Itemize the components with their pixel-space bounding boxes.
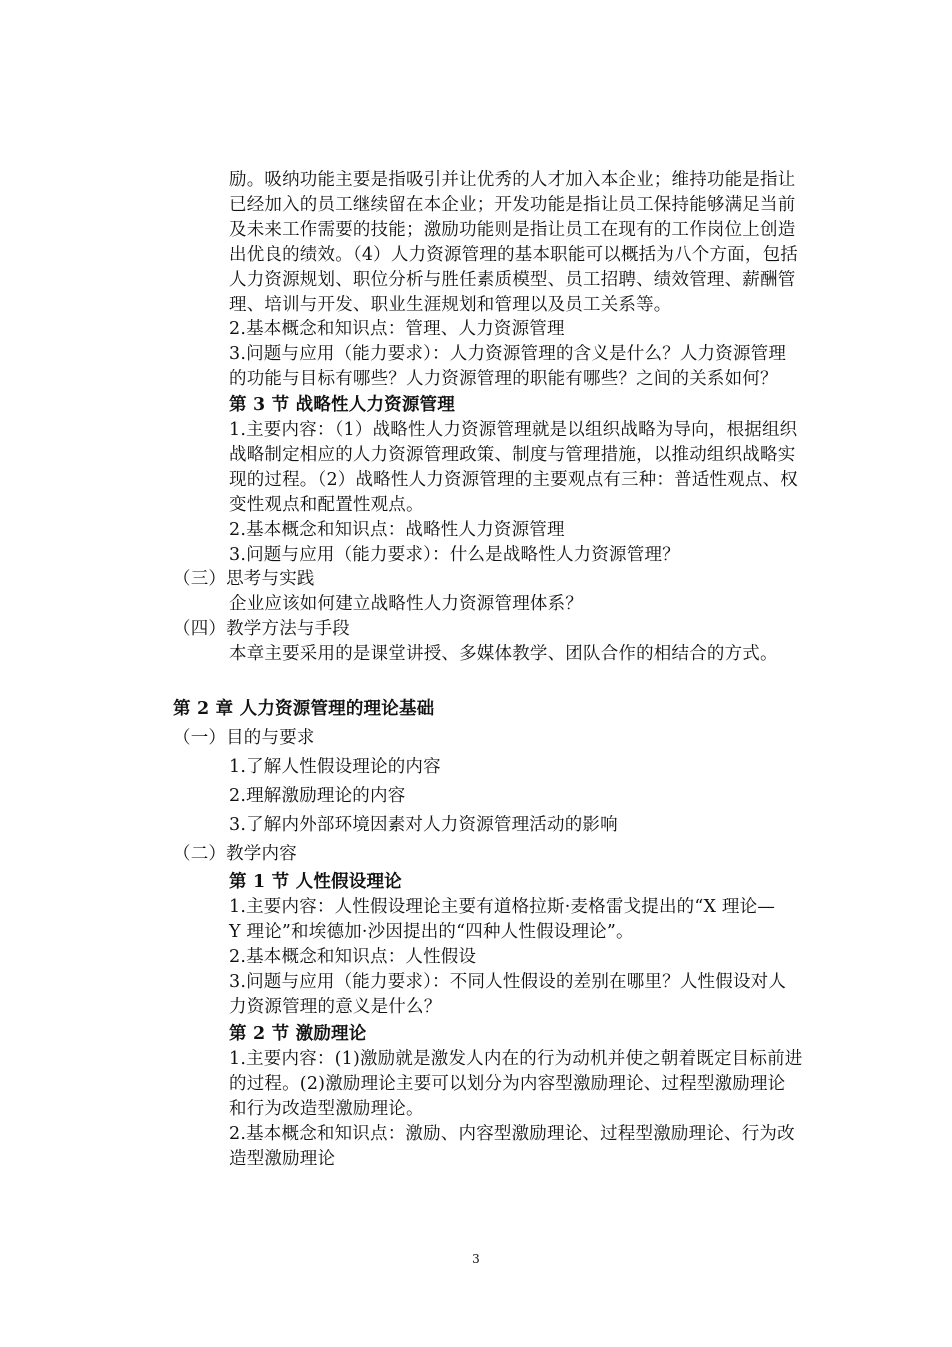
subsection-heading: （四）教学方法与手段 xyxy=(173,619,350,639)
question-line: 的功能与目标有哪些？人力资源管理的职能有哪些？之间的关系如何？ xyxy=(229,369,778,389)
question-line: 3.问题与应用（能力要求）：不同人性假设的差别在哪里？人性假设对人 xyxy=(229,972,787,992)
paragraph-line: 企业应该如何建立战略性人力资源管理体系？ xyxy=(229,594,583,614)
paragraph-line: 和行为改造型激励理论。 xyxy=(229,1099,424,1119)
paragraph-line: 1.主要内容：（1）战略性人力资源管理就是以组织战略为导向，根据组织 xyxy=(229,420,798,440)
concepts-line: 造型激励理论 xyxy=(229,1149,336,1169)
paragraph-line: 战略制定相应的人力资源管理政策、制度与管理措施，以推动组织战略实 xyxy=(229,445,796,465)
subsection-heading: （二）教学内容 xyxy=(173,844,297,864)
list-item: 1.了解人性假设理论的内容 xyxy=(229,757,441,777)
question-line: 3.问题与应用（能力要求）：人力资源管理的含义是什么？人力资源管理 xyxy=(229,344,787,364)
section-heading: 第 1 节 人性假设理论 xyxy=(229,872,402,892)
paragraph-line: 的过程。(2)激励理论主要可以划分为内容型激励理论、过程型激励理论 xyxy=(229,1074,786,1094)
paragraph-line: 及未来工作需要的技能；激励功能则是指让员工在现有的工作岗位上创造 xyxy=(229,220,796,240)
concepts-line: 2.基本概念和知识点：战略性人力资源管理 xyxy=(229,520,565,540)
section-heading: 第 2 节 激励理论 xyxy=(229,1024,367,1044)
concepts-line: 2.基本概念和知识点：人性假设 xyxy=(229,947,477,967)
paragraph-line: 人力资源规划、职位分析与胜任素质模型、员工招聘、绩效管理、薪酬管 xyxy=(229,270,796,290)
page-number: 3 xyxy=(472,1252,480,1266)
paragraph-line: 现的过程。（2）战略性人力资源管理的主要观点有三种：普适性观点、权 xyxy=(229,470,798,490)
paragraph-line: 出优良的绩效。（4）人力资源管理的基本职能可以概括为八个方面，包括 xyxy=(229,245,798,265)
question-line: 3.问题与应用（能力要求）：什么是战略性人力资源管理？ xyxy=(229,545,680,565)
list-item: 3.了解内外部环境因素对人力资源管理活动的影响 xyxy=(229,815,618,835)
paragraph-line: Y 理论”和埃德加·沙因提出的“四种人性假设理论”。 xyxy=(229,922,634,942)
paragraph-line: 理、培训与开发、职业生涯规划和管理以及员工关系等。 xyxy=(229,295,672,315)
concepts-line: 2.基本概念和知识点：激励、内容型激励理论、过程型激励理论、行为改 xyxy=(229,1124,795,1144)
paragraph-line: 1.主要内容：(1)激励就是激发人内在的行为动机并使之朝着既定目标前进 xyxy=(229,1049,803,1069)
paragraph-line: 变性观点和配置性观点。 xyxy=(229,495,424,515)
paragraph-line: 1.主要内容：人性假设理论主要有道格拉斯·麦格雷戈提出的“X 理论— xyxy=(229,897,776,917)
section-heading: 第 3 节 战略性人力资源管理 xyxy=(229,395,455,415)
subsection-heading: （三）思考与实践 xyxy=(173,569,315,589)
paragraph-line: 已经加入的员工继续留在本企业；开发功能是指让员工保持能够满足当前 xyxy=(229,195,796,215)
concepts-line: 2.基本概念和知识点：管理、人力资源管理 xyxy=(229,319,565,339)
chapter-heading: 第 2 章 人力资源管理的理论基础 xyxy=(173,699,435,719)
list-item: 2.理解激励理论的内容 xyxy=(229,786,406,806)
subsection-heading: （一）目的与要求 xyxy=(173,728,315,748)
paragraph-line: 本章主要采用的是课堂讲授、多媒体教学、团队合作的相结合的方式。 xyxy=(229,644,778,664)
question-line: 力资源管理的意义是什么？ xyxy=(229,997,442,1017)
paragraph-line: 励。吸纳功能主要是指吸引并让优秀的人才加入本企业；维持功能是指让 xyxy=(229,170,796,190)
